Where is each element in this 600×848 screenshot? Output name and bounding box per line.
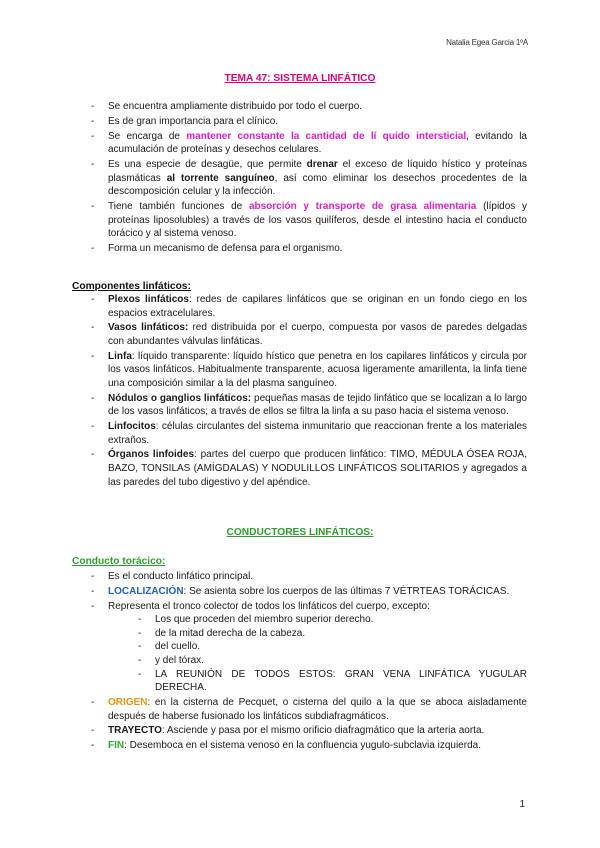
- list-item: - Se encarga de mantener constante la cantidad de lí quido intersticial, evitando la acumulación de proteínas y desechos celulares.: [91, 130, 527, 157]
- list-item: - Nódulos o ganglios linfáticos: pequeñas masas de tejido linfático que se localizan a lo largo de los vasos linfáticos; a través de ellos se filtra la linfa a su paso hacia el sistema venoso.: [91, 392, 527, 419]
- list-item: - Órganos linfoides: partes del cuerpo que producen linfático: TIMO, MÉDULA ÓSEA ROJA, BAZO, TONSILAS (AMÍGDALAS) Y NODULILLOS LINFÁTICOS SOLITARIOS y agregados a las paredes del tubo digestivo y del apéndice.: [91, 448, 527, 489]
- section-title-conductors: CONDUCTORES LINFÁTICOS:: [226, 527, 374, 538]
- page-title: TEMA 47: SISTEMA LINFÁTICO: [224, 73, 376, 84]
- section-heading-components: Componentes linfáticos:: [72, 281, 191, 292]
- sub-list-item: - LA REUNIÓN DE TODOS ESTOS: GRAN VENA LINFÁTICA YUGULAR DERECHA.: [138, 668, 527, 695]
- list-item: - LOCALIZACIÓN: Se asienta sobre los cuerpos de las últimas 7 VÉTRTEAS TORÁCICAS.: [91, 585, 527, 599]
- page-number: 1: [519, 799, 525, 810]
- list-item: - TRAYECTO: Asciende y pasa por el mismo orificio diafragmático que la arteria aorta.: [91, 724, 527, 738]
- list-item: - Representa el tronco colector de todos los linfáticos del cuerpo, excepto: - Los que proceden del miembro superior derecho. - de la mitad derecha de la cabeza. - del cuello. - y del tórax. - LA REUNIÓN DE TODOS ESTOS: GRAN VENA LINFÁTICA YUGULAR DERECHA.: [91, 600, 527, 695]
- list-item: - Es el conducto linfático principal.: [91, 570, 527, 584]
- list-item: - Vasos linfáticos: red distribuida por el cuerpo, compuesta por vasos de paredes delgadas con abundantes válvulas linfáticas.: [91, 321, 527, 348]
- list-item: - Linfa: líquido transparente: líquido hístico que penetra en los capilares linfáticos y circula por los vasos linfáticos. Habitualmente transparente, acuosa ligeramente amarillenta, la linfa tiene una composición similar a la del plasma sanguíneo.: [91, 350, 527, 391]
- header-author: Natalia Egea Garcia 1ºA: [446, 38, 528, 47]
- sub-list-item: - de la mitad derecha de la cabeza.: [138, 627, 527, 641]
- list-item: - ORIGEN: en la cisterna de Pecquet, o cisterna del quilo a la que se aboca aisladamente después de haberse fusionado los linfáticos subdiafragmáticos.: [91, 696, 527, 723]
- highlight-text: absorción y transporte de grasa alimentaria: [248, 200, 477, 212]
- list-item: - FIN: Desemboca en el sistema venoso en la confluencia yugulo-subclavia izquierda.: [91, 739, 527, 753]
- list-item: - Forma un mecanismo de defensa para el organismo.: [91, 242, 527, 256]
- list-item: - Es de gran importancia para el clínico.: [91, 115, 527, 129]
- list-item: - Plexos linfáticos: redes de capilares linfáticos que se originan en un fondo ciego en los espacios extracelulares.: [91, 293, 527, 320]
- sub-list-item: - y del tórax.: [138, 654, 527, 668]
- sub-list-item: - Los que proceden del miembro superior derecho.: [138, 613, 527, 627]
- list-item: - Linfocitos: células circulantes del sistema inmunitario que reaccionan frente a los materiales extraños.: [91, 420, 527, 447]
- highlight-text: mantener constante la cantidad de lí quido intersticial: [186, 130, 467, 142]
- sub-list: [138, 613, 527, 695]
- conductors-list: [91, 570, 527, 754]
- sub-list-item: - del cuello.: [138, 640, 527, 654]
- list-item: - Tiene también funciones de absorción y transporte de grasa alimentaria (lípidos y proteínas liposolubles) a través de los vasos quilíferos, desde el intestino hacia el conducto torácico y al sistema venoso.: [91, 200, 527, 241]
- intro-list: [91, 100, 527, 257]
- components-list: [91, 293, 527, 490]
- list-item: - Se encuentra ampliamente distribuido por todo el cuerpo.: [91, 100, 527, 114]
- list-item: - Es una especie de desagüe, que permite drenar el exceso de líquido hístico y proteínas plasmáticas al torrente sanguíneo, así como eliminar los desechos procedentes de la descomposición celular y la infección.: [91, 158, 527, 199]
- section-heading-thoracic-duct: Conducto torácico:: [72, 556, 166, 567]
